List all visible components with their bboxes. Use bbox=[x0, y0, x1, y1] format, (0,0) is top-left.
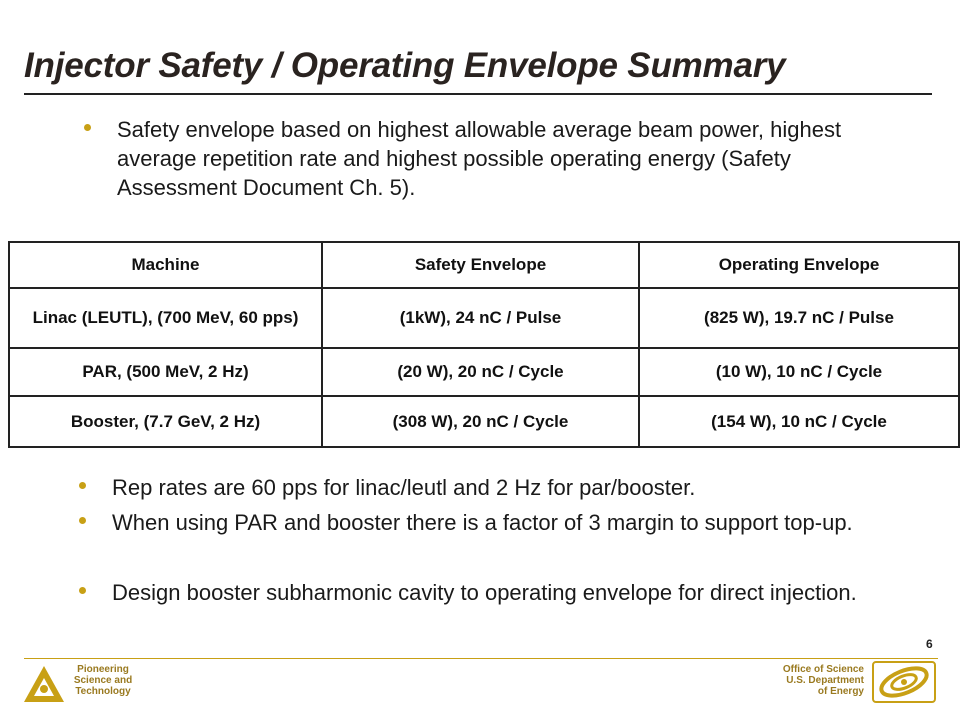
table-cell-safety: (20 W), 20 nC / Cycle bbox=[322, 348, 639, 396]
table-cell-operating: (825 W), 19.7 nC / Pulse bbox=[639, 288, 959, 348]
bullet-text: Design booster subharmonic cavity to operating envelope for direct injection. bbox=[112, 580, 857, 605]
column-header-safety-envelope: Safety Envelope bbox=[322, 242, 639, 288]
bullet-dot-icon bbox=[79, 587, 86, 594]
bullet-text: Safety envelope based on highest allowable average beam power, highest average repetition rate and highest possible operating energy (Safety Assessment Document Ch. 5). bbox=[117, 117, 842, 200]
bullet-text: When using PAR and booster there is a factor of 3 margin to support top-up. bbox=[112, 510, 853, 535]
table-cell-safety: (308 W), 20 nC / Cycle bbox=[322, 396, 639, 447]
bullet-item bbox=[79, 508, 919, 537]
bullet-dot-icon bbox=[79, 517, 86, 524]
bullet-item bbox=[79, 578, 919, 607]
table-row bbox=[9, 288, 959, 348]
title-underline bbox=[24, 93, 932, 95]
bullet-dot-icon bbox=[79, 482, 86, 489]
table-cell-machine: Linac (LEUTL), (700 MeV, 60 pps) bbox=[9, 288, 322, 348]
footer-right-line: U.S. Department bbox=[786, 675, 864, 686]
bullet-item bbox=[79, 473, 919, 502]
footer-left-line: Pioneering bbox=[77, 664, 129, 675]
table-cell-operating: (10 W), 10 nC / Cycle bbox=[639, 348, 959, 396]
bullet-dot-icon bbox=[84, 124, 91, 131]
footer-right-line: Office of Science bbox=[782, 664, 864, 675]
column-header-operating-envelope: Operating Envelope bbox=[639, 242, 959, 288]
doe-logo-icon bbox=[872, 661, 936, 703]
table-cell-safety: (1kW), 24 nC / Pulse bbox=[322, 288, 639, 348]
footer-left-text bbox=[70, 664, 136, 697]
table-header-row bbox=[9, 242, 959, 288]
table-cell-operating: (154 W), 10 nC / Cycle bbox=[639, 396, 959, 447]
argonne-logo-icon bbox=[22, 664, 66, 704]
footer-left-line: Technology bbox=[75, 686, 131, 697]
table-cell-machine: Booster, (7.7 GeV, 2 Hz) bbox=[9, 396, 322, 447]
table-cell-machine: PAR, (500 MeV, 2 Hz) bbox=[9, 348, 322, 396]
footer-right-text bbox=[778, 664, 864, 697]
bullet-item bbox=[84, 115, 904, 202]
page-number: 6 bbox=[926, 637, 933, 651]
footer-right-line: of Energy bbox=[817, 686, 864, 697]
envelope-table bbox=[8, 241, 960, 448]
slide-title: Injector Safety / Operating Envelope Summary bbox=[24, 46, 786, 85]
table-row bbox=[9, 348, 959, 396]
table-row bbox=[9, 396, 959, 447]
footer-divider bbox=[24, 658, 938, 659]
footer-left-line: Science and bbox=[73, 675, 133, 686]
bullet-text: Rep rates are 60 pps for linac/leutl and 2 Hz for par/booster. bbox=[112, 475, 696, 500]
column-header-machine: Machine bbox=[9, 242, 322, 288]
